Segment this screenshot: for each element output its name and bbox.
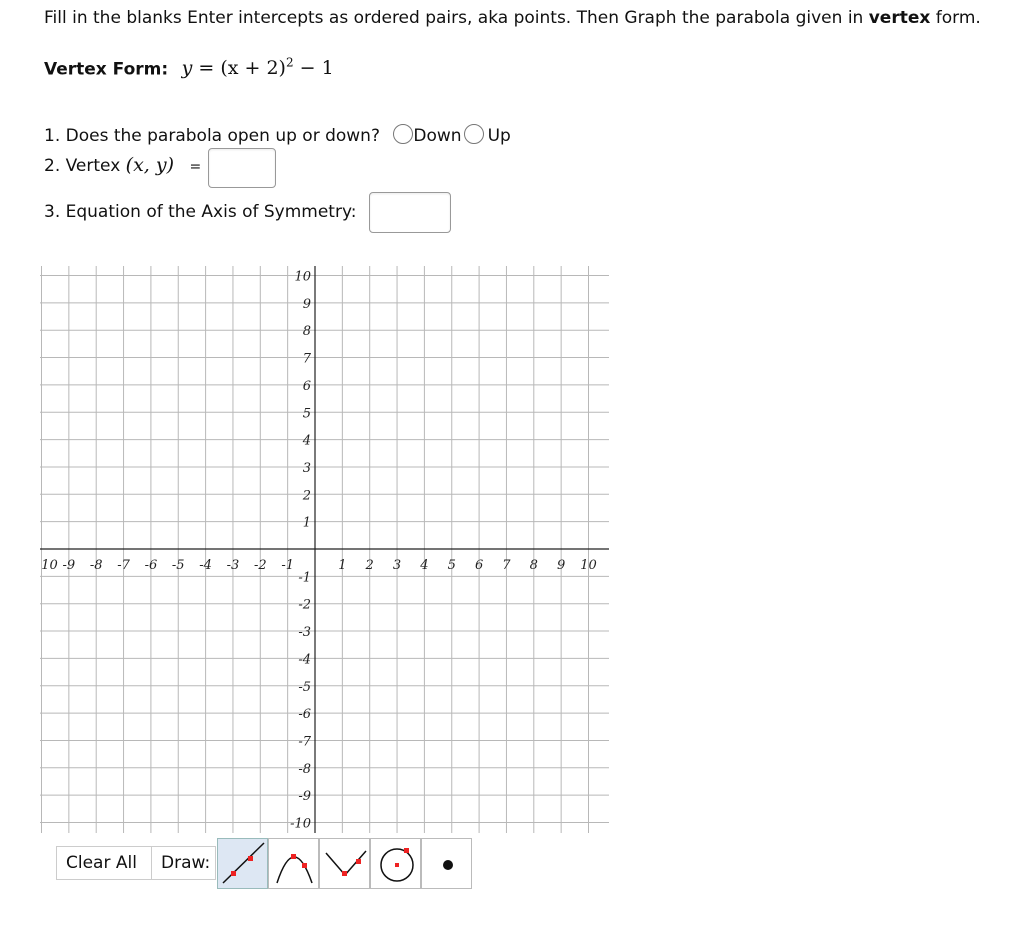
line-tool-icon <box>218 839 269 890</box>
y-tick-label: 10 <box>294 269 311 285</box>
vertex-form-label: Vertex Form: <box>44 59 169 80</box>
equation-lhs: y <box>181 57 193 80</box>
x-tick-label: -6 <box>144 558 158 573</box>
y-tick-label: -2 <box>298 597 311 613</box>
x-tick-label: -1 <box>281 558 294 573</box>
y-tick-label: -5 <box>298 679 311 695</box>
y-tick-label: -3 <box>298 625 311 641</box>
x-tick-label: 10 <box>580 558 597 573</box>
x-tick-label: -9 <box>62 558 76 573</box>
x-tick-label: 2 <box>365 558 374 573</box>
x-tick-label: -3 <box>226 558 240 573</box>
graph-grid <box>40 266 609 833</box>
radio-up-label[interactable]: Up <box>487 126 511 146</box>
y-tick-label: 4 <box>302 433 311 449</box>
question-1-text: 1. Does the parabola open up or down? <box>44 126 380 146</box>
x-tick-label: 10 <box>41 558 58 573</box>
equation-base: (x + 2) <box>220 57 286 80</box>
x-tick-label: 7 <box>502 558 511 573</box>
question-2-math: (x, y) <box>125 154 175 176</box>
x-tick-label: 8 <box>529 558 538 573</box>
equation-eq: = <box>198 57 215 80</box>
line-tool-button[interactable] <box>217 838 268 889</box>
instructions-text: Fill in the blanks Enter intercepts as ordered pairs, aka points. Then Graph the parabola given in <box>44 8 869 28</box>
x-tick-label: 9 <box>557 558 566 573</box>
parabola-tool-button[interactable] <box>268 838 319 889</box>
draw-label: Draw: <box>152 846 216 880</box>
parabola-tool-icon <box>269 839 320 890</box>
y-tick-label: -10 <box>290 816 311 832</box>
y-tick-label: -6 <box>298 707 311 723</box>
y-tick-label: 8 <box>302 324 311 340</box>
y-tick-label: 7 <box>302 351 311 367</box>
question-2-equals: = <box>189 159 202 175</box>
point-tool-icon <box>422 839 473 890</box>
y-tick-label: 6 <box>302 378 311 394</box>
y-tick-label: -1 <box>298 570 311 586</box>
instructions-end: form. <box>930 8 981 28</box>
question-3: 3. Equation of the Axis of Symmetry: <box>44 202 357 222</box>
x-tick-label: 6 <box>474 558 484 573</box>
y-tick-label: 9 <box>302 296 311 312</box>
absolute-value-tool-button[interactable] <box>319 838 370 889</box>
x-tick-label: -4 <box>199 558 212 573</box>
x-tick-label: 3 <box>392 558 402 573</box>
x-tick-label: 4 <box>420 558 429 573</box>
x-tick-label: -5 <box>171 558 185 573</box>
x-tick-label: 5 <box>447 558 456 573</box>
x-tick-label: -7 <box>117 558 130 573</box>
absolute-value-tool-icon <box>320 839 371 890</box>
y-tick-label: 1 <box>302 515 311 531</box>
y-tick-label: 2 <box>302 488 311 504</box>
y-tick-label: -8 <box>298 761 311 777</box>
radio-down-label[interactable]: Down <box>413 126 462 146</box>
x-tick-label: -2 <box>253 558 267 573</box>
graph-tick-labels <box>41 270 597 832</box>
question-2-text: 2. Vertex <box>44 156 126 176</box>
circle-tool-button[interactable] <box>370 838 421 889</box>
y-tick-label: 3 <box>302 460 311 476</box>
y-tick-label: -9 <box>298 789 311 805</box>
y-tick-label: -7 <box>298 734 311 750</box>
point-tool-button[interactable] <box>421 838 472 889</box>
circle-tool-icon <box>371 839 422 890</box>
equation-tail: − 1 <box>299 57 334 80</box>
clear-all-button[interactable]: Clear All <box>56 846 152 880</box>
equation-exponent: 2 <box>285 56 294 70</box>
x-tick-label: 1 <box>338 558 347 573</box>
y-tick-label: -4 <box>298 652 311 668</box>
x-tick-label: -8 <box>89 558 103 573</box>
instructions-bold: vertex <box>868 8 931 28</box>
y-tick-label: 5 <box>302 406 311 422</box>
